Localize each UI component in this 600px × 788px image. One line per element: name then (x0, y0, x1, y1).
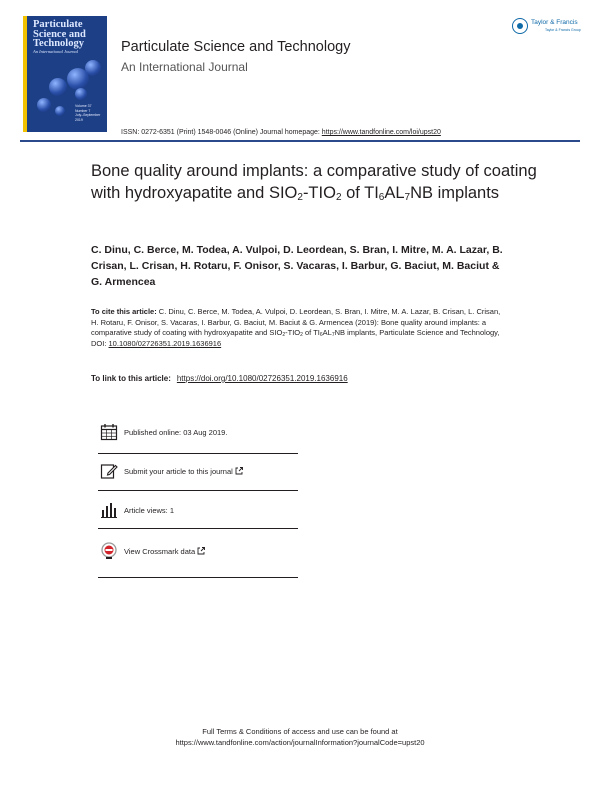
issn-line: ISSN: 0272-6351 (Print) 1548-0046 (Online) Journal homepage: https://www.tandfonline.com/loi/upst20 (121, 129, 441, 136)
bar-chart-icon (100, 501, 118, 519)
publisher-logo-icon (512, 18, 528, 34)
article-doi-link[interactable]: https://doi.org/10.1080/02726351.2019.1636916 (176, 374, 348, 383)
divider (98, 490, 298, 491)
citation-block: To cite this article: C. Dinu, C. Berce, M. Todea, A. Vulpoi, D. Leordean, S. Bran, I. Mitre, M. A. Lazar, B. Crisan, L. Crisan, H. Rotaru, F. Onisor, S. Vacaras, I. Barbur, G. Baciut, M. Baciut & G. Armencea (2019): Bone quality around implants: a comparative study of coating with hydroxyapatite and $SIO_2-TIO_2$ of $TI_6AL_7NB$ implants, Particulate Science and Technology, DOI: 10.1080/02726351.2019.1636916 (91, 307, 501, 348)
cover-sphere (55, 106, 65, 116)
published-online-text: Published online: 03 Aug 2019. (124, 428, 228, 437)
external-link-icon (235, 467, 243, 475)
article-authors: C. Dinu, C. Berce, M. Todea, A. Vulpoi, D. Leordean, S. Bran, I. Mitre, M. A. Lazar, B. Crisan, L. Crisan, H. Rotaru, F. Onisor, S. Vacaras, I. Barbur, G. Baciut, M. Baciut & G. Armencea (91, 244, 503, 288)
crossmark-icon (100, 542, 118, 560)
submit-article-item[interactable] (98, 462, 298, 492)
article-views-text: Article views: 1 (124, 506, 175, 515)
cover-issue-info: Volume 37 Number 7 July–September 2019 (75, 104, 101, 122)
citation-label: To cite this article: (91, 307, 157, 316)
footer-terms-link[interactable]: https://www.tandfonline.com/action/journalInformation?journalCode=upst20 (175, 738, 425, 747)
crossmark-item[interactable] (98, 542, 298, 572)
article-title: Bone quality around implants: a comparative study of coating with hydroxyapatite and $SIO_2-TIO_2$ of $TI_6AL_7NB$ implants (91, 162, 537, 203)
journal-subtitle: An International Journal (121, 60, 248, 74)
footer-terms (0, 726, 600, 748)
header-divider (20, 140, 580, 142)
calendar-icon (100, 423, 118, 441)
journal-cover-image (23, 16, 107, 132)
cover-sphere (85, 60, 101, 76)
journal-homepage-link[interactable]: https://www.tandfonline.com/loi/upst20 (321, 129, 441, 136)
publisher-logo: Taylor & Francis Taylor & Francis Group (512, 16, 584, 38)
crossmark-link[interactable]: View Crossmark data (124, 547, 205, 556)
footer-line: Full Terms & Conditions of access and use can be found at (202, 727, 398, 736)
published-online-item (98, 423, 298, 453)
cover-sphere (75, 88, 87, 100)
article-views-item (98, 501, 298, 531)
external-link-icon (197, 547, 205, 555)
cover-sphere (49, 78, 67, 96)
cover-title: Particulate Science and Technology An International Journal (33, 19, 86, 54)
divider (98, 577, 298, 578)
divider (98, 528, 298, 529)
submit-article-link[interactable]: Submit your article to this journal (124, 467, 243, 476)
article-link-row: To link to this article: https://doi.org/10.1080/02726351.2019.1636916 (91, 374, 348, 383)
citation-doi-link[interactable]: 10.1080/02726351.2019.1636916 (108, 338, 222, 348)
divider (98, 453, 298, 454)
journal-title: Particulate Science and Technology (121, 39, 351, 55)
edit-icon (100, 462, 118, 480)
cover-sphere (37, 98, 51, 112)
